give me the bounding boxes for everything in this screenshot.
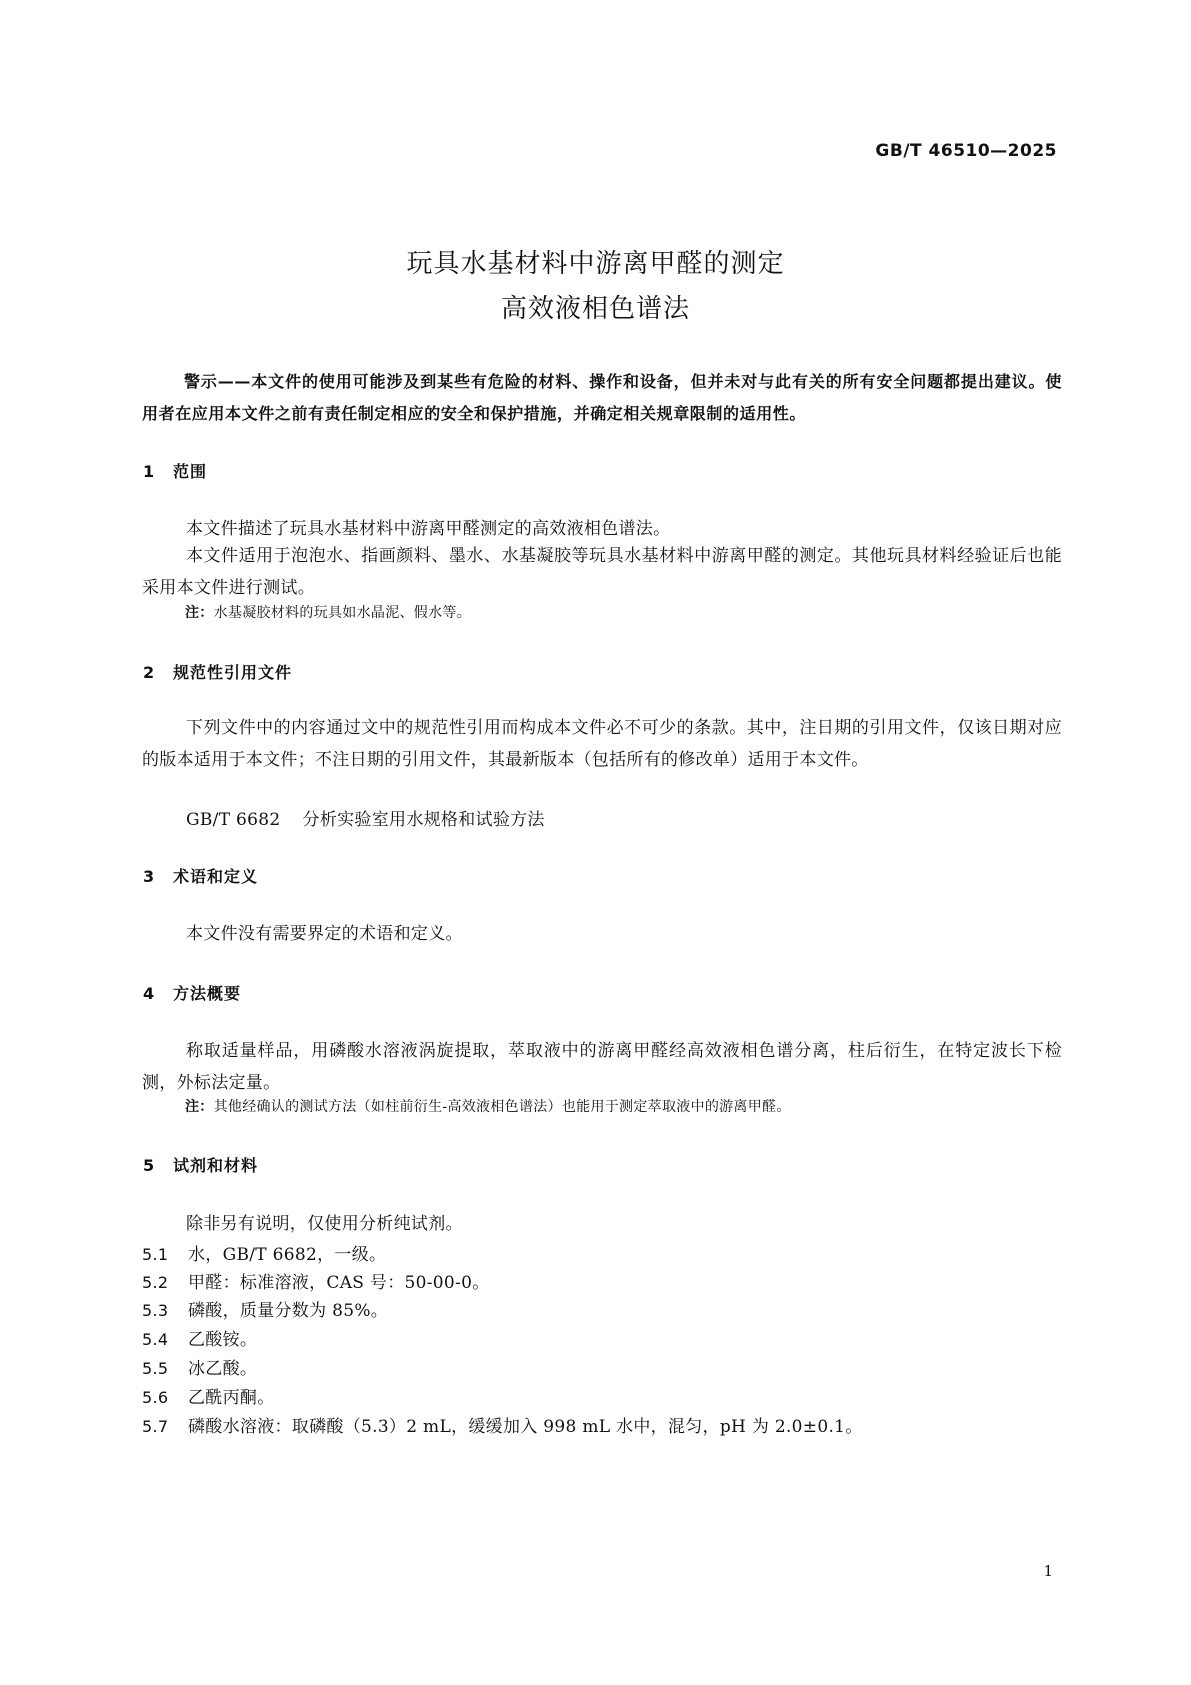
section-title: 方法概要 [173,984,242,1003]
item-number: 5.6 [142,1388,169,1407]
item-text: 磷酸，质量分数为 85%。 [188,1301,389,1321]
reference-entry [186,805,545,830]
paragraph: 称取适量样品，用磷酸水溶液涡旋提取，萃取液中的游离甲醛经高效液相色谱分离，柱后衍生，在特定波长下检测，外标法定量。 [142,1041,1062,1093]
paragraph: 本文件描述了玩具水基材料中游离甲醛测定的高效液相色谱法。 [186,519,671,539]
section-title: 规范性引用文件 [173,663,293,682]
paragraph: 下列文件中的内容通过文中的规范性引用而构成本文件必不可少的条款。其中，注日期的引用文件，仅该日期对应的版本适用于本文件；不注日期的引用文件，其最新版本（包括所有的修改单）适用于本文件。 [142,718,1062,770]
section-number: 2 [143,663,156,682]
section-title: 范围 [173,462,208,481]
item-text: 乙酸铵。 [188,1330,258,1350]
item-number: 5.3 [142,1301,169,1320]
section-heading-terms [143,864,258,887]
note-label: 注： [185,605,214,621]
note-text: 水基凝胶材料的玩具如水晶泥、假水等。 [213,605,472,621]
note-text: 其他经确认的测试方法（如柱前衍生-高效液相色谱法）也能用于测定萃取液中的游离甲醛。 [213,1099,791,1115]
reference-title: 分析实验室用水规格和试验方法 [302,810,545,830]
item-text: 水，GB/T 6682，一级。 [188,1245,387,1265]
section-title: 术语和定义 [173,867,259,886]
item-text: 甲醛：标准溶液，CAS 号：50-00-0。 [188,1273,490,1293]
reference-code: GB/T 6682 [186,810,281,830]
page-number: 1 [1043,1562,1053,1580]
reagent-item [142,1325,257,1350]
section-number: 5 [143,1156,156,1175]
reagent-item [142,1412,863,1437]
item-text: 冰乙酸。 [188,1359,258,1379]
note [185,602,1065,624]
standard-number: GB/T 46510—2025 [875,141,1057,161]
section-heading-scope [143,459,207,482]
item-text: 磷酸水溶液：取磷酸（5.3）2 mL，缓缓加入 998 mL 水中，混匀，pH 为 2.0±0.1。 [188,1417,863,1437]
item-number: 5.4 [142,1330,169,1349]
warning-paragraph: 警示——本文件的使用可能涉及到某些有危险的材料、操作和设备，但并未对与此有关的所有安全问题都提出建议。使用者在应用本文件之前有责任制定相应的安全和保护措施，并确定相关规章限制的适用性。 [142,372,1062,423]
section-heading-reagents [143,1153,258,1176]
section-number: 3 [143,867,156,886]
document-subtitle: 高效液相色谱法 [500,294,690,324]
section-heading-method-summary [143,981,241,1004]
note-label: 注： [185,1099,214,1115]
paragraph: 本文件适用于泡泡水、指画颜料、墨水、水基凝胶等玩具水基材料中游离甲醛的测定。其他玩具材料经验证后也能采用本文件进行测试。 [142,546,1062,598]
reagent-item [142,1240,386,1265]
reagent-item [142,1268,490,1293]
paragraph: 除非另有说明，仅使用分析纯试剂。 [186,1214,463,1234]
item-text: 乙酰丙酮。 [188,1388,275,1408]
item-number: 5.1 [142,1245,169,1264]
reagent-item [142,1383,275,1408]
item-number: 5.2 [142,1273,169,1292]
section-title: 试剂和材料 [173,1156,259,1175]
section-number: 4 [143,984,156,1003]
item-number: 5.7 [142,1417,169,1436]
reagent-item [142,1296,388,1321]
note [185,1096,1065,1118]
paragraph: 本文件没有需要界定的术语和定义。 [186,924,463,944]
section-number: 1 [143,462,156,481]
section-heading-normative-references [143,660,292,683]
document-title: 玩具水基材料中游离甲醛的测定 [406,249,785,279]
item-number: 5.5 [142,1359,169,1378]
reagent-item [142,1354,257,1379]
